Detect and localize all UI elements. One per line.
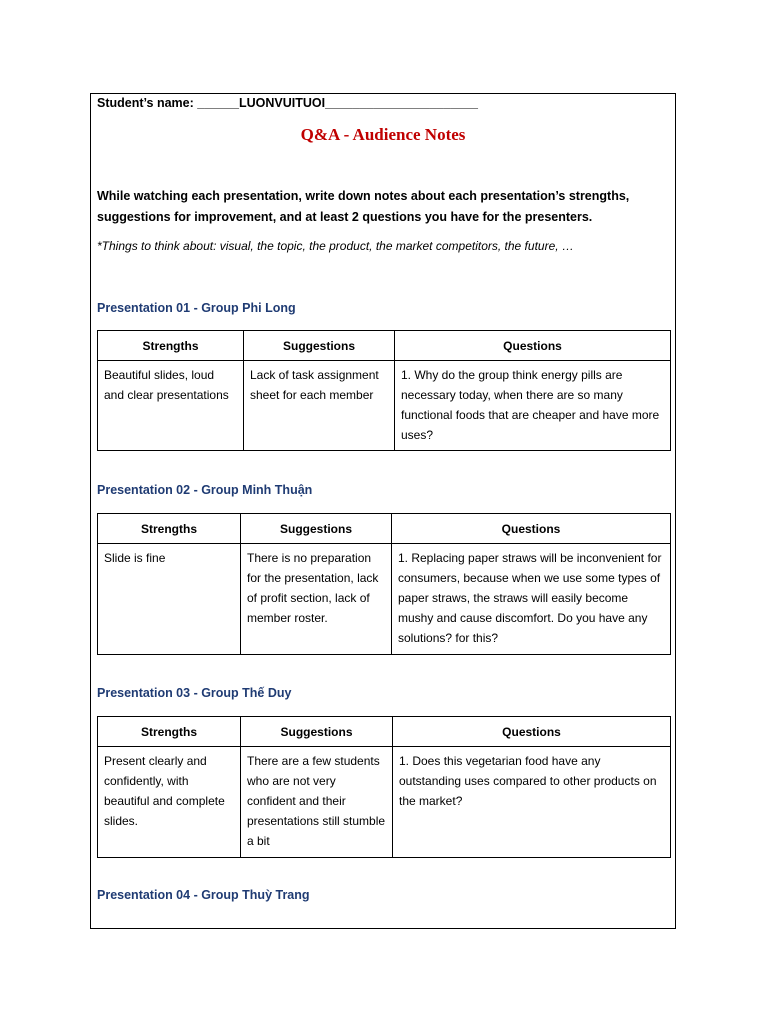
table-row — [98, 747, 671, 858]
strengths-cell: Present clearly and confidently, with beautiful and complete slides. — [98, 747, 241, 858]
col-strengths-header: Strengths — [98, 331, 244, 361]
table-header-row — [98, 717, 671, 747]
questions-cell: 1. Why do the group think energy pills are necessary today, when there are so many functional foods that are cheaper and have more uses? — [395, 361, 671, 451]
presentation-3-title: Presentation 03 - Group Thế Duy — [97, 686, 292, 700]
col-suggestions-header: Suggestions — [244, 331, 395, 361]
suggestions-cell: There is no preparation for the presentation, lack of profit section, lack of member roster. — [241, 544, 392, 655]
col-suggestions-header: Suggestions — [241, 514, 392, 544]
strengths-cell: Beautiful slides, loud and clear presentations — [98, 361, 244, 451]
table-row — [98, 544, 671, 655]
page-title: Q&A - Audience Notes — [300, 125, 466, 144]
presentation-2-title: Presentation 02 - Group Minh Thuận — [97, 483, 313, 497]
table-header-row — [98, 331, 671, 361]
presentation-1-title: Presentation 01 - Group Phi Long — [97, 301, 296, 315]
questions-cell: 1. Does this vegetarian food have any outstanding uses compared to other products on the market? — [393, 747, 671, 858]
strengths-cell: Slide is fine — [98, 544, 241, 655]
col-suggestions-header: Suggestions — [241, 717, 393, 747]
table-header-row — [98, 514, 671, 544]
presentation-3-table — [97, 716, 671, 858]
student-name: Student’s name: ______LUONVUITUOI______________________ — [97, 96, 479, 110]
instructions: While watching each presentation, write down notes about each presentation’s strengths, suggestions for improvement, and at least 2 questions you have for the presenters. — [97, 189, 630, 224]
presentation-4-title: Presentation 04 - Group Thuỳ Trang — [97, 888, 310, 902]
col-strengths-header: Strengths — [98, 514, 241, 544]
presentation-2-table — [97, 513, 671, 655]
col-strengths-header: Strengths — [98, 717, 241, 747]
hint-text: *Things to think about: visual, the topic, the product, the market competitors, the future, … — [97, 239, 574, 253]
presentation-1-table — [97, 330, 671, 451]
col-questions-header: Questions — [392, 514, 671, 544]
col-questions-header: Questions — [395, 331, 671, 361]
audience-notes-page — [90, 93, 676, 929]
col-questions-header: Questions — [393, 717, 671, 747]
questions-cell: 1. Replacing paper straws will be inconvenient for consumers, because when we use some types of paper straws, the straws will easily become mushy and cause discomfort. Do you have any solutions? for this? — [392, 544, 671, 655]
table-row — [98, 361, 671, 451]
suggestions-cell: There are a few students who are not very confident and their presentations still stumble a bit — [241, 747, 393, 858]
suggestions-cell: Lack of task assignment sheet for each member — [244, 361, 395, 451]
